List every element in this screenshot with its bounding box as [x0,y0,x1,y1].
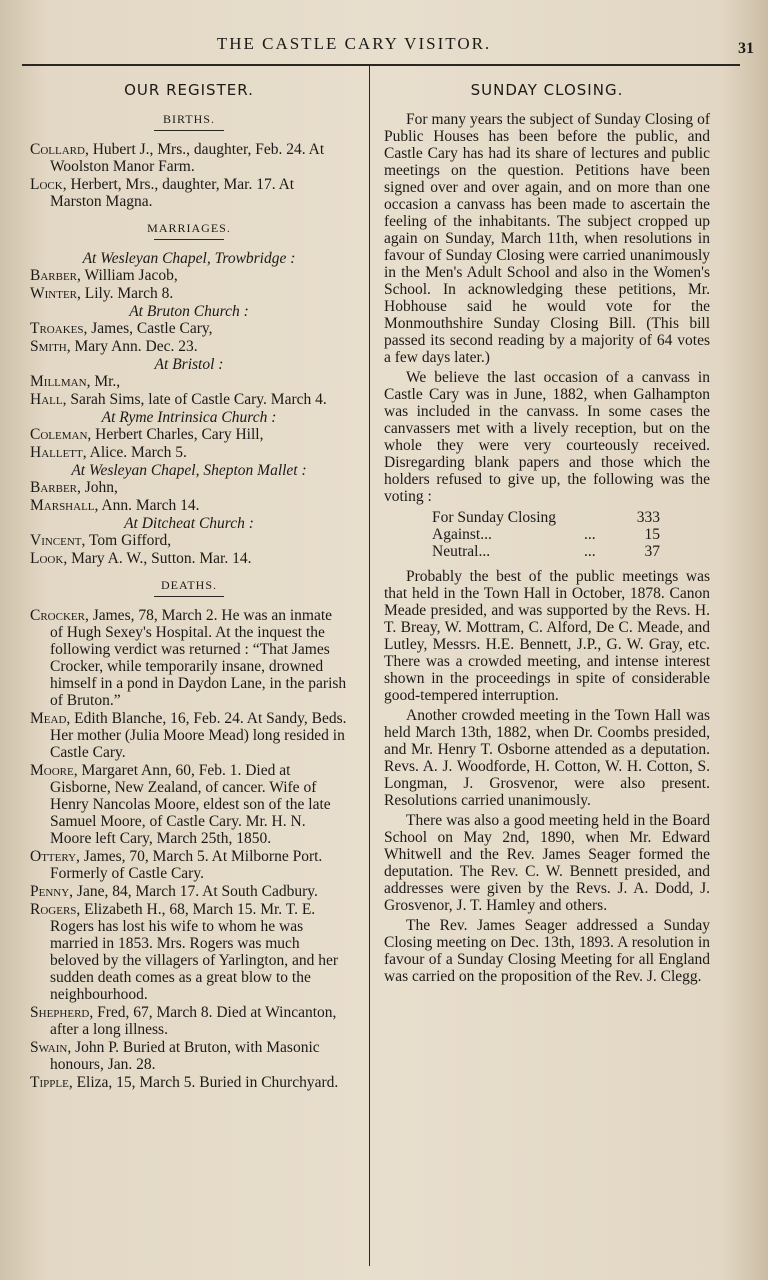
death-name: Ottery [30,848,77,865]
marriage-text: , Sarah Sims, late of Castle Cary. March 4. [62,391,327,408]
marriage-text: , Ann. March 14. [94,497,200,514]
vote-value: 15 [644,526,660,543]
death-text: , James, 78, March 2. He was an inmate of Hugh Sexey's Hospital. At the inquest the following verdict was returned : “That James Crocker, while temporarily insane, drowned himself in a pond in Daydon Lane, in the parish of Bruton.” [50,607,347,709]
marriage-entry [30,391,348,408]
marriage-text: , John, [77,479,118,496]
marriage-entry [30,426,348,443]
article-paragraph: Probably the best of the public meetings was that held in the Town Hall in October, 1878. Canon Meade presided, and was supported by the Revs. H. T. Breay, W. Mottram, C. Alford, De C. Meade, and Lutley, Messrs. H.E. Bennett, J.P., G. W. Gray, etc. There was a crowded meeting, and intense interest shown in the proceedings in spite of considerable good-tempered interruption. [384,568,710,704]
death-name: Mead [30,710,67,727]
marriage-entry [30,444,348,461]
marriages-heading: MARRIAGES. [147,221,231,235]
article-paragraph: The Rev. James Seager addressed a Sunday Closing meeting on Dec. 13th, 1893. A resolution in favour of a Sunday Closing Meeting for all England was carried on the proposition of the Rev. J. Clegg. [384,917,710,985]
marriage-text: , William Jacob, [77,267,178,284]
article-paragraph: We believe the last occasion of a canvass in Castle Cary was in June, 1882, when Galhampton was included in the canvass. In some cases the canvassers met with a lively reception, but on the whole they were very courteously received. Disregarding blank papers and those which the holders refused to give up, the following was the voting : [384,369,710,505]
death-entry [30,1039,348,1073]
death-text: , John P. Buried at Bruton, with Masonic honours, Jan. 28. [50,1039,320,1073]
article-paragraph: Another crowded meeting in the Town Hall was held March 13th, 1882, when Dr. Coombs presided, and Mr. Henry T. Osborne attended as a deputation. Revs. A. J. Woodforde, H. Cotton, W. H. Cotton, S. Longman, J. Grosvenor, were also present. Resolutions carried unanimously. [384,707,710,809]
marriage-entry [30,320,348,337]
death-entry [30,901,348,1003]
page-header [0,34,768,60]
vote-dots: ... [584,526,596,543]
death-entry [30,762,348,847]
births-list [30,141,348,210]
death-name: Shepherd [30,1004,90,1021]
sunday-closing-column [384,82,710,988]
births-heading: BIRTHS. [163,112,215,126]
vote-row [432,543,710,560]
register-column [30,82,348,1092]
marriage-entry [30,479,348,496]
death-text: , Edith Blanche, 16, Feb. 24. At Sandy, Beds. Her mother (Julia Moore Mead) long resided in Castle Cary. [50,710,347,761]
marriage-entry [30,267,348,284]
marriage-place: At Wesleyan Chapel, Shepton Mallet : [71,462,307,479]
birth-entry [30,176,348,210]
article-paragraph: For many years the subject of Sunday Closing of Public Houses has been before the public, and Castle Cary has had its share of lectures and public meetings on the question. Petitions have been signed over and over again, and on more than one occasion a canvass has been made to ascertain the feeling of the inhabitants. The subject cropped up again on Sunday, March 11th, when resolutions in favour of Sunday Closing were carried unanimously in the Men's Adult School and also in the Women's School. In acknowledging these petitions, Mr. Hobhouse said he would vote for the Monmouthshire Sunday Closing Bill. (This bill passed its second reading by a majority of 64 votes a few days later.) [384,111,710,366]
marriage-name: Millman [30,373,87,390]
vote-label: For Sunday Closing [432,509,557,526]
marriage-text: , James, Castle Cary, [83,320,213,337]
marriage-name: Coleman [30,426,88,443]
marriage-name: Winter [30,285,78,302]
marriage-entry [30,338,348,355]
vote-dots [584,509,624,526]
marriages-rule [154,239,224,240]
birth-text: , Hubert J., Mrs., daughter, Feb. 24. At Woolston Manor Farm. [50,141,325,175]
vote-row [432,509,710,526]
marriage-text: , Mr., [86,373,121,390]
vote-value: 37 [644,543,660,560]
death-text: , Eliza, 15, March 5. Buried in Churchyard. [68,1074,339,1091]
sunday-closing-title: SUNDAY CLOSING. [470,81,624,99]
vote-label: Against... [432,526,492,543]
deaths-list [30,607,348,1091]
column-divider [369,66,370,1266]
marriage-name: Hallett [30,444,83,461]
marriage-entry [30,532,348,549]
marriage-name: Troakes [30,320,84,337]
death-text: , Fred, 67, March 8. Died at Wincanton, after a long illness. [50,1004,337,1038]
vote-table [432,509,710,560]
header-rule [22,64,740,66]
marriage-name: Smith [30,338,67,355]
death-name: Tipple [30,1074,69,1091]
vote-dots: ... [584,543,596,560]
vote-row [432,526,710,543]
marriage-entry [30,285,348,302]
death-entry [30,1004,348,1038]
marriage-place: At Bruton Church : [129,303,249,320]
marriage-name: Barber [30,479,78,496]
marriage-place: At Bristol : [154,356,224,373]
death-entry [30,710,348,761]
marriage-place: At Ryme Intrinsica Church : [101,409,277,426]
deaths-heading: DEATHS. [160,578,217,592]
running-title: THE CASTLE CARY VISITOR. [216,34,492,53]
marriage-entry [30,373,348,390]
death-text: , Elizabeth H., 68, March 15. Mr. T. E. Rogers has lost his wife to whom he was married in 1853. Mrs. Rogers was much beloved by the villagers of Yarlington, and her sudden death comes as a great blow to the neighbourhood. [50,901,338,1003]
death-name: Crocker [30,607,85,624]
birth-text: , Herbert, Mrs., daughter, Mar. 17. At Marston Magna. [50,176,295,210]
death-entry [30,848,348,882]
register-title: OUR REGISTER. [124,81,254,99]
marriage-text: , Lily. March 8. [77,285,174,302]
death-text: , Jane, 84, March 17. At South Cadbury. [69,883,318,900]
death-name: Rogers [30,901,77,918]
birth-name: Lock [30,176,63,193]
birth-entry [30,141,348,175]
death-entry [30,883,348,900]
marriage-text: , Alice. March 5. [82,444,187,461]
marriage-name: Barber [30,267,78,284]
vote-value: 333 [636,509,660,526]
marriage-text: , Herbert Charles, Cary Hill, [87,426,264,443]
death-name: Penny [30,883,70,900]
marriage-text: , Mary A. W., Sutton. Mar. 14. [63,550,252,567]
page-number: 31 [738,40,754,57]
death-name: Swain [30,1039,68,1056]
marriages-list [30,250,348,567]
death-text: , Margaret Ann, 60, Feb. 1. Died at Gisborne, New Zealand, of cancer. Wife of Henry Nancolas Moore, eldest son of the late Samuel Moore, of Castle Cary. Mr. H. N. Moore left Cary, March 25th, 1850. [50,762,331,847]
death-text: , James, 70, March 5. At Milborne Port. Formerly of Castle Cary. [50,848,323,882]
article-paragraph: There was also a good meeting held in the Board School on May 2nd, 1890, when Mr. Edward Whitwell and the Rev. James Seager formed the deputation. The Rev. C. W. Bennett presided, and addresses were given by the Revs. J. A. Dodd, J. Grosvenor, J. T. Hamley and others. [384,812,710,914]
marriage-place: At Ditcheat Church : [124,515,254,532]
marriage-place: At Wesleyan Chapel, Trowbridge : [82,250,296,267]
births-rule [154,130,224,131]
marriage-name: Vincent [30,532,82,549]
marriage-text: , Mary Ann. Dec. 23. [66,338,198,355]
death-entry [30,1074,348,1091]
deaths-rule [154,596,224,597]
vote-label: Neutral... [432,543,491,560]
marriage-entry [30,497,348,514]
marriage-name: Hall [30,391,63,408]
death-name: Moore [30,762,74,779]
death-entry [30,607,348,709]
marriage-text: , Tom Gifford, [81,532,172,549]
birth-name: Collard [30,141,85,158]
marriage-name: Look [30,550,64,567]
marriage-entry [30,550,348,567]
marriage-name: Marshall [30,497,95,514]
